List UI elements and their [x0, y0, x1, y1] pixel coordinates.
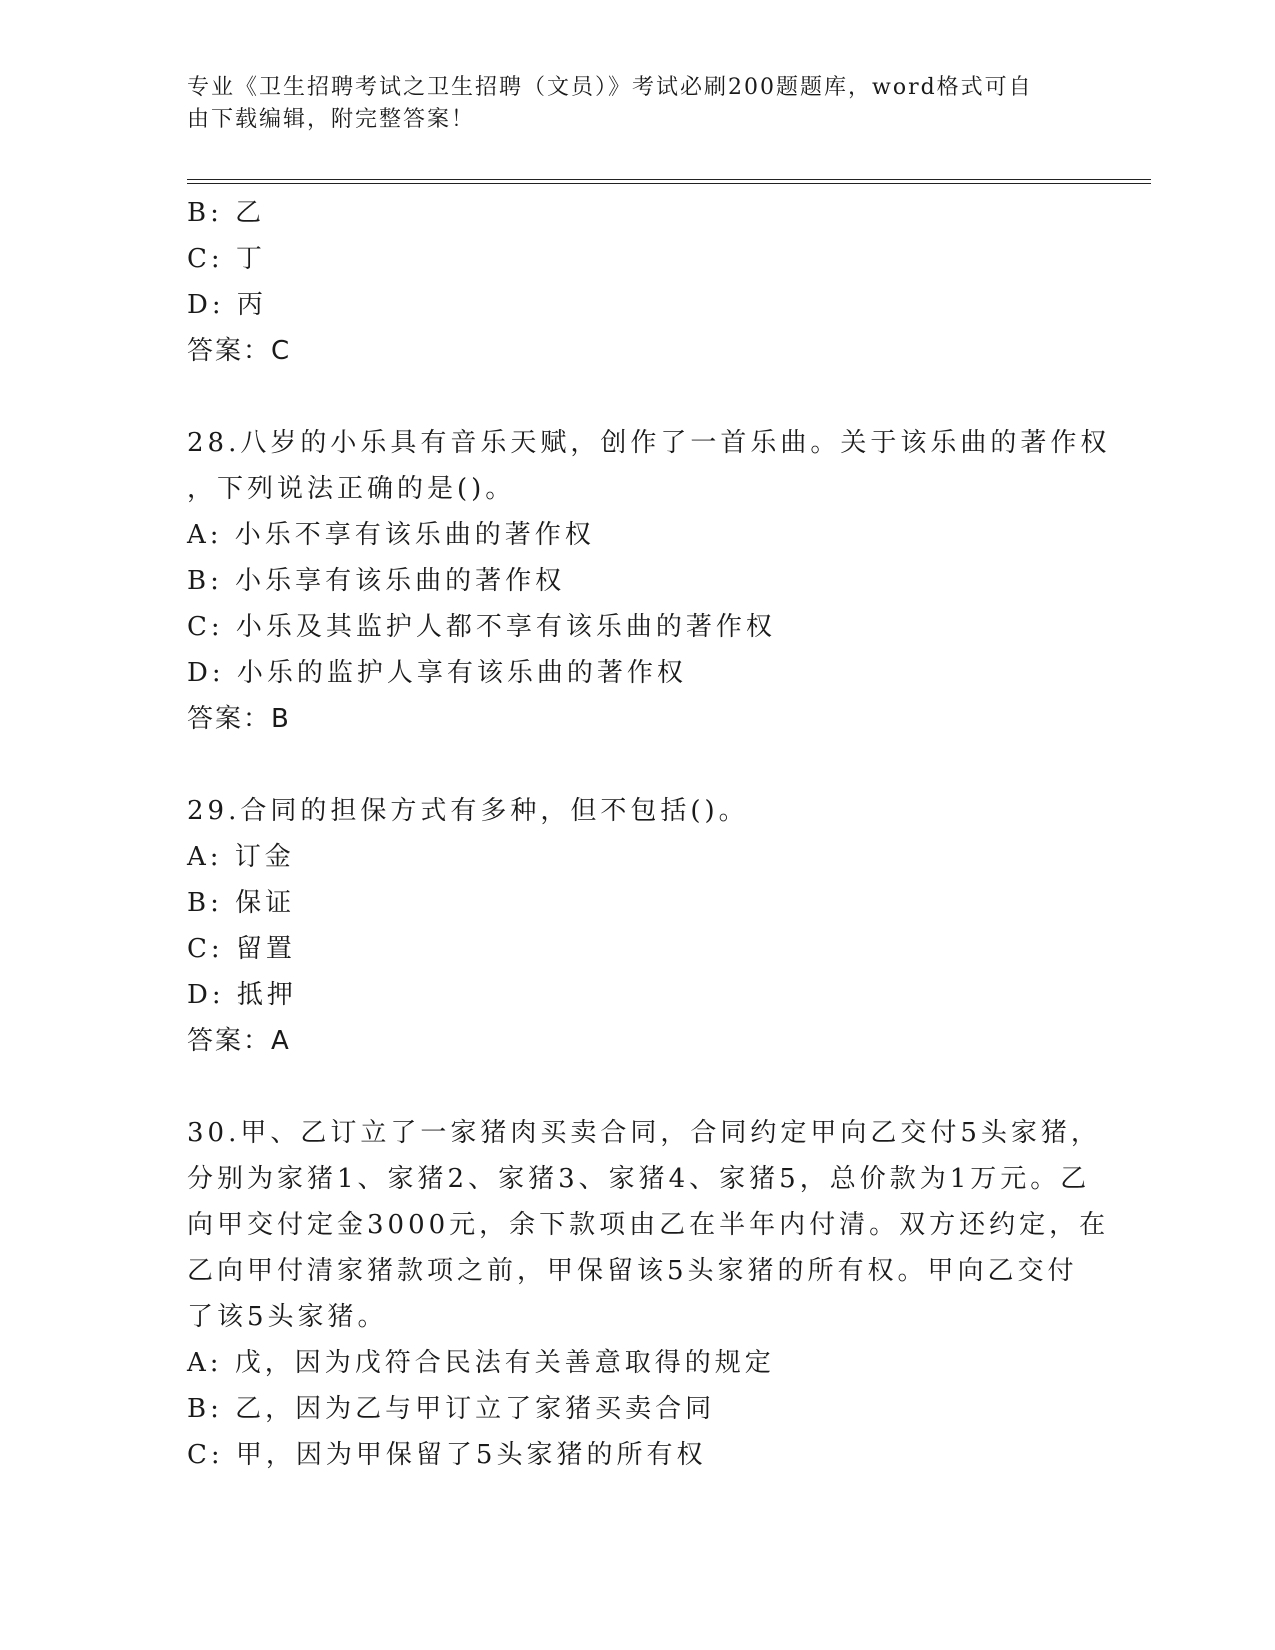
q29-option-d: D: 抵押 [187, 980, 297, 1010]
question-30 [187, 1110, 1110, 1478]
q30-option-a: A: 戊，因为戊符合民法有关善意取得的规定 [187, 1348, 775, 1378]
q29-answer: 答案：A [187, 1026, 291, 1056]
q28-answer: 答案：B [187, 704, 291, 734]
spacer [187, 374, 1087, 420]
q29-stem-line-1: 29.合同的担保方式有多种，但不包括()。 [187, 796, 749, 826]
q27-option-d: D: 丙 [187, 290, 267, 320]
q30-option-b: B: 乙，因为乙与甲订立了家猪买卖合同 [187, 1394, 716, 1424]
q27-answer: 答案：C [187, 336, 292, 366]
q29-option-c: C: 留置 [187, 934, 296, 964]
q28-option-b: B: 小乐享有该乐曲的著作权 [187, 566, 566, 596]
q30-stem-line-2: 分别为家猪1、家猪2、家猪3、家猪4、家猪5，总价款为1万元。乙 [187, 1164, 1091, 1194]
q27-option-b: B: 乙 [187, 198, 266, 228]
q28-stem-line-1: 28.八岁的小乐具有音乐天赋，创作了一首乐曲。关于该乐曲的著作权 [187, 428, 1111, 458]
question-29 [187, 788, 1087, 1064]
page-header [187, 72, 1067, 136]
spacer [187, 742, 1087, 788]
header-line-2: 由下载编辑，附完整答案！ [187, 107, 476, 132]
spacer [187, 1064, 1087, 1110]
q29-option-b: B: 保证 [187, 888, 296, 918]
q28-stem-line-2: ，下列说法正确的是()。 [187, 474, 516, 504]
question-27 [187, 190, 1087, 374]
header-rule-bottom [187, 183, 1151, 184]
q28-option-a: A: 小乐不享有该乐曲的著作权 [187, 520, 595, 550]
q28-option-d: D: 小乐的监护人享有该乐曲的著作权 [187, 658, 687, 688]
header-line-1: 专业《卫生招聘考试之卫生招聘（文员）》考试必刷200题题库，word格式可自 [187, 75, 1033, 100]
q28-option-c: C: 小乐及其监护人都不享有该乐曲的著作权 [187, 612, 776, 642]
q30-stem-line-4: 乙向甲付清家猪款项之前，甲保留该5头家猪的所有权。甲向乙交付 [187, 1256, 1078, 1286]
q30-stem-line-5: 了该5头家猪。 [187, 1302, 388, 1332]
question-28 [187, 420, 1111, 742]
q30-stem-line-1: 30.甲、乙订立了一家猪肉买卖合同，合同约定甲向乙交付5头家猪， [187, 1118, 1101, 1148]
q27-option-c: C: 丁 [187, 244, 266, 274]
q30-option-c: C: 甲，因为甲保留了5头家猪的所有权 [187, 1440, 707, 1470]
document-body [187, 190, 1111, 1478]
q30-stem-line-3: 向甲交付定金3000元，余下款项由乙在半年内付清。双方还约定，在 [187, 1210, 1110, 1240]
q29-option-a: A: 订金 [187, 842, 295, 872]
header-rule-top [187, 179, 1151, 180]
